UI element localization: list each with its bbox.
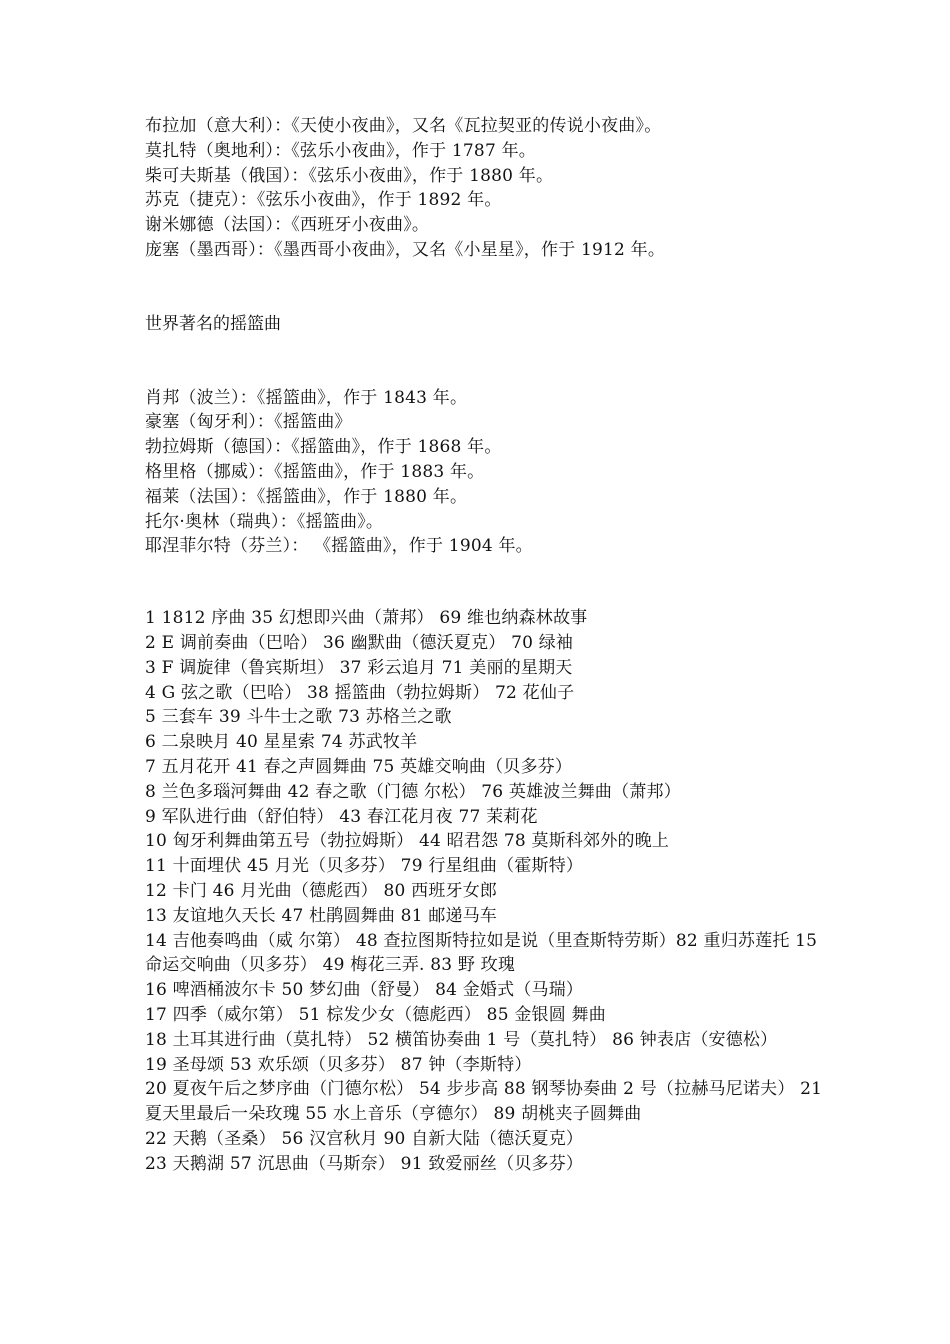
serenade-list: [145, 114, 825, 263]
lullaby-entry: 豪塞（匈牙利）：《摇篮曲》: [145, 412, 352, 433]
serenade-entry: 布拉加（意大利）：《天使小夜曲》，又名《瓦拉契亚的传说小夜曲》。: [145, 116, 662, 136]
piece-row: 18 土耳其进行曲（莫扎特） 52 横笛协奏曲 1 号（莫扎特） 86 钟表店（安德松）: [145, 1029, 778, 1050]
lullaby-entry: 托尔·奥林（瑞典）：《摇篮曲》。: [145, 511, 384, 532]
piece-row: 5 三套车 39 斗牛士之歌 73 苏格兰之歌: [145, 707, 452, 728]
lullaby-list: [145, 386, 825, 560]
piece-row: 2 E 调前奏曲（巴哈） 36 幽默曲（德沃夏克） 70 绿袖: [145, 632, 574, 653]
spacer: [145, 263, 825, 312]
spacer: [145, 337, 825, 386]
piece-row: 23 天鹅湖 57 沉思曲（马斯奈） 91 致爱丽丝（贝多芬）: [145, 1153, 584, 1174]
piece-row: 11 十面埋伏 45 月光（贝多芬） 79 行星组曲（霍斯特）: [145, 856, 584, 877]
lullaby-entry: 耶涅菲尔特（芬兰）： 《摇篮曲》，作于 1904 年。: [145, 536, 533, 557]
piece-row: 13 友谊地久天长 47 杜鹃圆舞曲 81 邮递马车: [145, 905, 498, 926]
piece-row: 16 啤酒桶波尔卡 50 梦幻曲（舒曼） 84 金婚式（马瑞）: [145, 980, 584, 1001]
lullaby-entry: 福莱（法国）：《摇篮曲》，作于 1880 年。: [145, 486, 468, 507]
piece-row: 10 匈牙利舞曲第五号（勃拉姆斯） 44 昭君怨 78 莫斯科郊外的晚上: [145, 831, 670, 852]
lullaby-entry: 勃拉姆斯（德国）：《摇篮曲》，作于 1868 年。: [145, 437, 502, 458]
piece-row: 8 兰色多瑙河舞曲 42 春之歌（门德 尔松） 76 英雄波兰舞曲（萧邦）: [145, 781, 681, 802]
piece-row: 22 天鹅（圣桑） 56 汉宫秋月 90 自新大陆（德沃夏克）: [145, 1128, 584, 1149]
serenade-entry: 苏克（捷克）：《弦乐小夜曲》，作于 1892 年。: [145, 190, 502, 211]
serenade-entry: 柴可夫斯基（俄国）：《弦乐小夜曲》，作于 1880 年。: [145, 165, 554, 186]
piece-row: 4 G 弦之歌（巴哈） 38 摇篮曲（勃拉姆斯） 72 花仙子: [145, 682, 575, 703]
document-page: [145, 114, 825, 1176]
lullaby-entry: 格里格（挪威）：《摇篮曲》，作于 1883 年。: [145, 461, 485, 482]
piece-row: 12 卡门 46 月光曲（德彪西） 80 西班牙女郎: [145, 880, 498, 901]
lullaby-entry: 肖邦（波兰）：《摇篮曲》，作于 1843 年。: [145, 387, 468, 408]
serenade-entry: 谢米娜德（法国）：《西班牙小夜曲》。: [145, 215, 430, 236]
serenade-entry: 莫扎特（奥地利）：《弦乐小夜曲》，作于 1787 年。: [145, 140, 536, 161]
spacer: [145, 559, 825, 606]
famous-pieces-list: [145, 606, 825, 1176]
piece-row: 9 军队进行曲（舒伯特） 43 春江花月夜 77 茉莉花: [145, 806, 538, 827]
piece-row: 19 圣母颂 53 欢乐颂（贝多芬） 87 钟（李斯特）: [145, 1054, 532, 1075]
piece-row: 17 四季（威尔第） 51 棕发少女（德彪西） 85 金银圆 舞曲: [145, 1004, 606, 1025]
serenade-entry: 庞塞（墨西哥）：《墨西哥小夜曲》，又名《小星星》，作于 1912 年。: [145, 239, 666, 260]
piece-row: 7 五月花开 41 春之声圆舞曲 75 英雄交响曲（贝多芬）: [145, 756, 573, 777]
piece-row: 14 吉他奏鸣曲（威 尔第） 48 查拉图斯特拉如是说（里查斯特劳斯）82 重归苏莲托 15 命运交响曲（贝多芬） 49 梅花三弄. 83 野 玫瑰: [145, 930, 818, 976]
piece-row: 1 1812 序曲 35 幻想即兴曲（萧邦） 69 维也纳森林故事: [145, 608, 588, 629]
piece-row: 20 夏夜午后之梦序曲（门德尔松） 54 步步高 88 钢琴协奏曲 2 号（拉赫马尼诺夫） 21 夏天里最后一朵玫瑰 55 水上音乐（亨德尔） 89 胡桃夹子圆舞曲: [145, 1079, 823, 1125]
piece-row: 6 二泉映月 40 星星索 74 苏武牧羊: [145, 732, 418, 753]
lullaby-heading: 世界著名的摇篮曲: [145, 313, 281, 334]
piece-row: 3 F 调旋律（鲁宾斯坦） 37 彩云追月 71 美丽的星期天: [145, 657, 573, 678]
